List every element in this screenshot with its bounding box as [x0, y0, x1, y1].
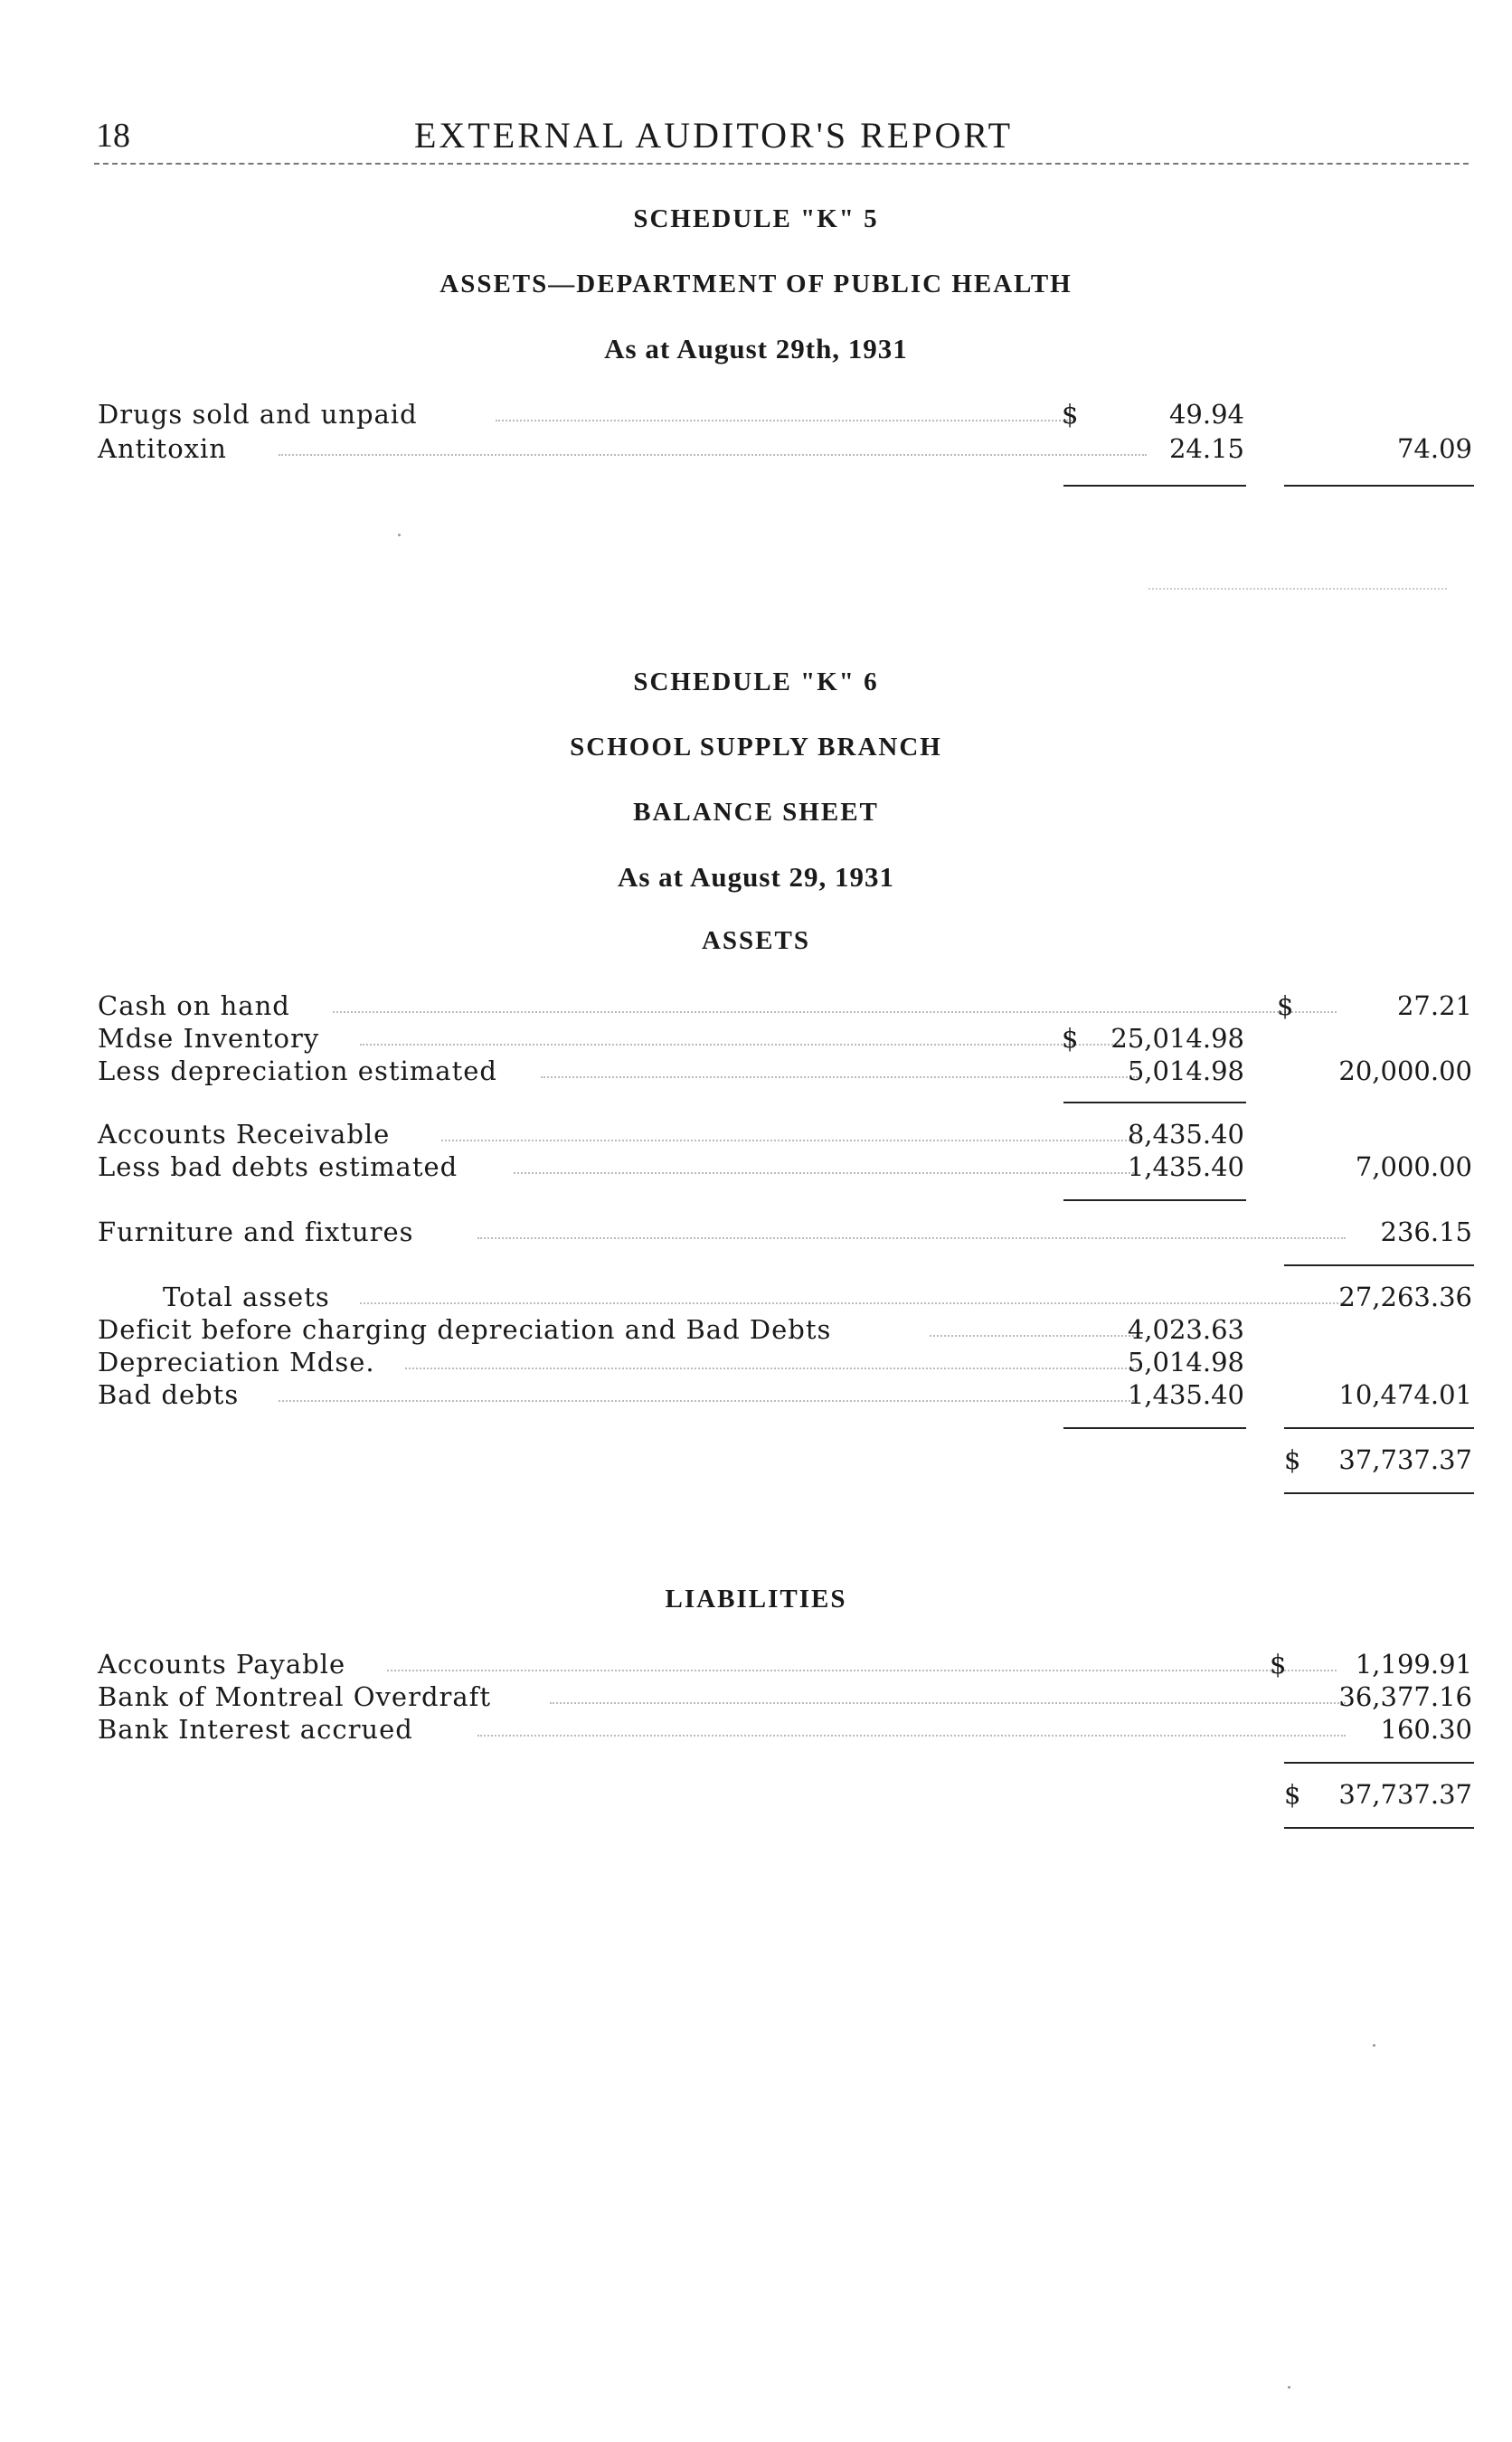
dot-leader: [541, 1076, 1138, 1078]
dollar-sign: $: [1277, 990, 1294, 1021]
k5-row-drugs: [98, 398, 1472, 431]
k6-row-inventory: [98, 1022, 1472, 1055]
schedule-k6-subtitle: BALANCE SHEET: [633, 798, 879, 827]
dot-leader: [496, 420, 1074, 421]
k6-row-grand-total: [98, 1443, 1472, 1476]
row-label: Cash on hand: [98, 990, 290, 1021]
dollar-sign: $: [1284, 1779, 1301, 1810]
k6-row-receivable: [98, 1118, 1472, 1150]
depreciation-amount: 5,014.98: [1127, 1347, 1244, 1377]
interest-amount: 160.30: [1380, 1714, 1472, 1745]
k6-row-overdraft: [98, 1680, 1472, 1713]
row-label: Mdse Inventory: [98, 1023, 320, 1054]
row-label: Total assets: [163, 1282, 330, 1312]
dollar-sign: $: [1270, 1649, 1287, 1680]
dot-leader: [279, 454, 1147, 456]
row-label: Bad debts: [98, 1379, 240, 1410]
inventory-rule: [1063, 1102, 1246, 1103]
k6-row-cash: [98, 989, 1472, 1022]
row-label: Bank of Montreal Overdraft: [98, 1681, 492, 1712]
row-label: Depreciation Mdse.: [98, 1347, 375, 1377]
row-label: Bank Interest accrued: [98, 1714, 413, 1745]
k6-row-deficit: [98, 1313, 1472, 1346]
dot-leader: [405, 1368, 1138, 1369]
running-title: EXTERNAL AUDITOR'S REPORT: [414, 115, 1014, 156]
dot-leader: [333, 1011, 1337, 1013]
cash-amount: 27.21: [1396, 990, 1472, 1021]
inventory-amount: 25,014.98: [1110, 1023, 1244, 1054]
assets-total-rule: [1284, 1427, 1474, 1429]
dot-leader: [441, 1140, 1138, 1141]
k6-row-furniture: [98, 1216, 1472, 1248]
dot-leader: [360, 1044, 1120, 1046]
schedule-k6-title: SCHOOL SUPPLY BRANCH: [570, 733, 942, 762]
k5-antitoxin-amount: 24.15: [1168, 433, 1244, 464]
k5-row-antitoxin: [98, 432, 1472, 465]
k6-row-bad-debts: [98, 1378, 1472, 1411]
inventory-net-amount: 20,000.00: [1338, 1055, 1472, 1086]
k6-row-interest: [98, 1713, 1472, 1746]
schedule-k6-heading: SCHEDULE "K" 6: [633, 667, 879, 696]
inventory-dep-amount: 5,014.98: [1127, 1055, 1244, 1086]
liabilities-grand-total: 37,737.37: [1338, 1779, 1472, 1810]
dot-leader: [550, 1702, 1346, 1704]
assets-subtotal-rule: [1284, 1264, 1474, 1266]
dot-leader: [477, 1237, 1346, 1239]
header-rule: [94, 163, 1469, 165]
k5-total-amount: 74.09: [1396, 433, 1472, 464]
dot-leader: [477, 1735, 1346, 1737]
payable-amount: 1,199.91: [1355, 1649, 1472, 1680]
scan-mark: [1148, 588, 1447, 590]
dollar-sign: $: [1062, 1023, 1079, 1054]
dot-leader: [279, 1400, 1138, 1402]
row-label: Drugs sold and unpaid: [98, 399, 418, 430]
k6-row-bad-debts-est: [98, 1150, 1472, 1183]
k5-drugs-amount: 49.94: [1168, 399, 1244, 430]
assets-heading: ASSETS: [701, 926, 810, 955]
charges-rule: [1063, 1427, 1246, 1429]
assets-grand-total-rule: [1284, 1492, 1474, 1494]
bad-debts-amount: 1,435.40: [1127, 1379, 1244, 1410]
assets-grand-total: 37,737.37: [1338, 1444, 1472, 1475]
liabilities-heading: LIABILITIES: [665, 1585, 847, 1614]
bad-debts-est-amount: 1,435.40: [1127, 1151, 1244, 1182]
k6-row-payable: [98, 1648, 1472, 1680]
schedule-k5-date: As at August 29th, 1931: [604, 333, 908, 364]
furniture-amount: 236.15: [1380, 1216, 1472, 1247]
dot-leader: [387, 1670, 1337, 1671]
row-label: Furniture and fixtures: [98, 1216, 414, 1247]
k6-row-total-assets: [98, 1281, 1472, 1313]
schedule-k6-date: As at August 29, 1931: [617, 861, 895, 893]
liabilities-subtotal-rule: [1284, 1762, 1474, 1764]
schedule-k5-heading: SCHEDULE "K" 5: [633, 204, 879, 233]
receivable-net-amount: 7,000.00: [1355, 1151, 1472, 1182]
page-number: 18: [96, 117, 130, 155]
row-label: Antitoxin: [98, 433, 227, 464]
total-assets-amount: 27,263.36: [1338, 1282, 1472, 1312]
k5-total-rule: [1284, 485, 1474, 487]
dot-leader: [930, 1335, 1138, 1337]
dot-leader: [514, 1172, 1138, 1174]
row-label: Accounts Receivable: [98, 1119, 391, 1150]
overdraft-amount: 36,377.16: [1338, 1681, 1472, 1712]
schedule-k5-title: ASSETS—DEPARTMENT OF PUBLIC HEALTH: [439, 270, 1073, 298]
dot-leader: [360, 1302, 1346, 1304]
row-label: Less depreciation estimated: [98, 1055, 497, 1086]
charges-total-amount: 10,474.01: [1338, 1379, 1472, 1410]
liabilities-grand-total-rule: [1284, 1827, 1474, 1829]
deficit-amount: 4,023.63: [1127, 1314, 1244, 1345]
k6-row-depreciation: [98, 1346, 1472, 1378]
row-label: Accounts Payable: [98, 1649, 346, 1680]
dollar-sign: $: [1062, 399, 1079, 430]
k5-subtotal-rule: [1063, 485, 1246, 487]
receivable-rule: [1063, 1199, 1246, 1201]
dollar-sign: $: [1284, 1444, 1301, 1475]
row-label: Deficit before charging depreciation and Bad Debts: [98, 1314, 832, 1345]
row-label: Less bad debts estimated: [98, 1151, 458, 1182]
k6-row-inventory-dep: [98, 1055, 1472, 1087]
receivable-amount: 8,435.40: [1127, 1119, 1244, 1150]
k6-row-liabilities-total: [98, 1778, 1472, 1811]
